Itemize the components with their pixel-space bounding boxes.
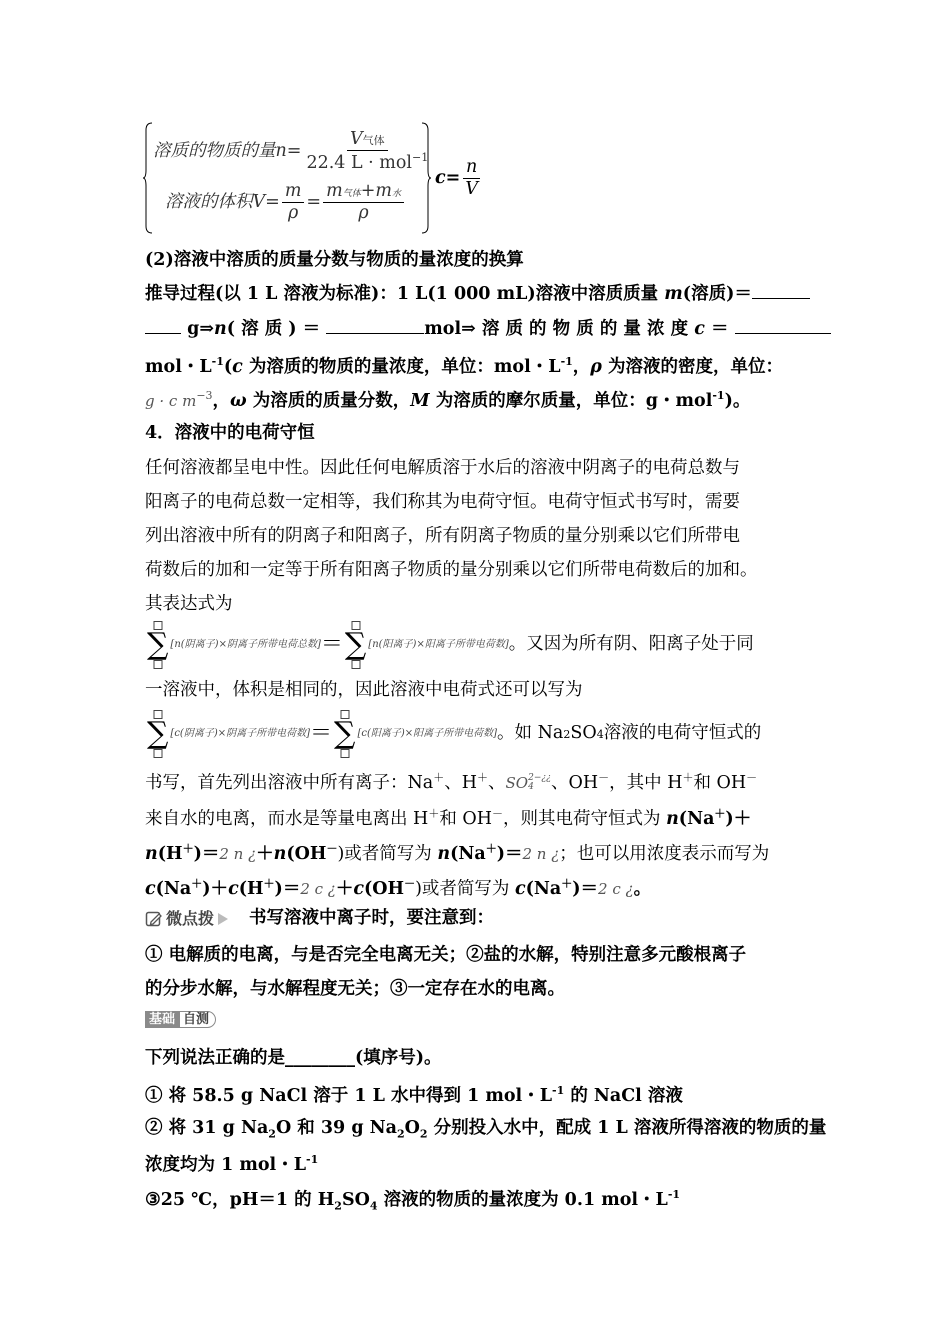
tag-self-test: 自测	[179, 1011, 216, 1028]
option-2-continued: 浓度均为 1 mol・$L^{-1}$	[145, 1153, 319, 1175]
tip-line: ① 电解质的电离，与是否完全电离无关；②盐的水解，特别注意多元酸根离子	[145, 945, 747, 965]
option-2: ② 将 31 g $Na_2O$ 和 39 g $Na_2O_2$ 分别投入水中，配成 1 L 溶液所得溶液的物质的量	[145, 1118, 827, 1141]
total-mass-fraction: $\frac{\text{m气体+m水}}{\rho}$	[323, 182, 404, 224]
sum-icon: ∑	[147, 630, 168, 660]
paragraph-line: 任何溶液都呈电中性。因此任何电解质溶于水后的溶液中阴离子的电荷总数与	[145, 458, 740, 478]
charge-balance-c-line: c(Na＋)＋c(H＋)＝2 c ¿＋c(OH－)或者简写为 c(Na＋)＝2 c ¿。	[145, 877, 652, 899]
answer-blank[interactable]	[752, 297, 810, 299]
answer-blank[interactable]	[326, 332, 424, 334]
question-stem: 下列说法正确的是________(填序号)。	[145, 1048, 442, 1068]
derivation-line-2: g⇒n( 溶 质 ) ＝ mol⇒ 溶 质 的 物 质 的 量 浓 度 c ＝	[145, 321, 831, 339]
derivation-line-4: g · c $m^{-3}$，ω 为溶质的质量分数，M 为溶质的摩尔质量，单位：g・mol$^{-1}$)。	[145, 389, 751, 411]
tip-header	[145, 910, 494, 928]
paragraph-line: 阳离子的电荷总数一定相等，我们称其为电荷守恒。电荷守恒式书写时，需要	[145, 492, 740, 512]
ions-list-line: 书写，首先列出溶液中所有离子：Na＋、H＋、SO 2−¿¿ 4 、OH－，其中 H＋和 OH－	[145, 771, 758, 793]
charge-balance-n-line: n(H＋)＝2 n ¿＋n(OH－)或者简写为 n(Na＋)＝2 n ¿；也可以用浓度表示而写为	[145, 842, 770, 864]
charge-sum-expression-2: ∑ [c(阴离子)×阴离子所带电荷数] ＝ ∑ [c(阳离子)×阳离子所带电荷数] 。如 Na 2 SO 4 溶液的电荷守恒式的	[145, 715, 761, 753]
paragraph-line: 一溶液中，体积是相同的，因此溶液中电荷式还可以写为	[145, 680, 583, 700]
tag-basic: 基础	[145, 1011, 179, 1028]
answer-blank[interactable]	[735, 332, 831, 334]
pencil-note-icon	[145, 910, 163, 928]
paragraph-line: 荷数后的加和一定等于所有阳离子物质的量分别乘以它们所带电荷数后的加和。	[145, 560, 758, 580]
section4-heading: 4．溶液中的电荷守恒	[145, 423, 315, 443]
answer-blank[interactable]	[145, 332, 181, 334]
sum-icon: ∑	[345, 630, 366, 660]
solute-amount-label: 溶质的物质的量	[153, 140, 276, 161]
option-1: ① 将 58.5 g NaCl 溶于 1 L 水中得到 1 mol・$L^{-1}$ 的 NaCl 溶液	[145, 1084, 683, 1106]
triangle-right-icon	[217, 912, 229, 926]
option-3: ③25 ℃，pH＝1 的 $H_2SO_4$ 溶液的物质的量浓度为 0.1 mol・$L^{-1}$	[145, 1188, 681, 1213]
molar-fraction: $\frac{\text{V气体}}{22.4 L \cdot mol^{-1}}$	[306, 129, 429, 174]
paragraph-line: 列出溶液中所有的阴离子和阳离子，所有阴离子物质的量分别乘以它们所带电	[145, 526, 740, 546]
n-over-v-fraction: $\frac{n}{V}$	[462, 158, 481, 200]
sum-icon: ∑	[147, 719, 168, 749]
mass-density-fraction: $\frac{m}{\rho}$	[282, 182, 305, 224]
formula-block	[145, 118, 505, 236]
solution-volume-label: 溶液的体积	[165, 192, 253, 212]
section2-heading: (2)溶液中溶质的质量分数与物质的量浓度的换算	[145, 250, 524, 270]
derivation-line-1: 推导过程(以 1 L 溶液为标准)：1 L(1 000 mL)溶液中溶质质量 m(溶质)＝	[145, 286, 810, 304]
charge-sum-expression-1: ∑ [n(阴离子)×阴离子所带电荷总数] ＝ ∑ [n(阳离子)×阳离子所带电荷数] 。又因为所有阴、阳离子处于同	[145, 626, 754, 664]
self-test-tag	[145, 1011, 216, 1028]
tip-label: 微点拨	[166, 909, 215, 928]
concentration-formula: c= $\frac{n}{V}$	[435, 158, 483, 200]
solute-amount-formula: 溶质的物质的量 n= $\frac{\text{V气体}}{22.4 L \cdot mol^{-1}}$	[153, 130, 433, 173]
tip-line: 的分步水解，与水解程度无关；③一定存在水的电离。	[145, 979, 565, 999]
tip-title: 书写溶液中离子时，要注意到：	[249, 908, 495, 929]
paragraph-line: 其表达式为	[145, 594, 233, 614]
water-ionization-line: 来自水的电离，而水是等量电离出 H＋和 OH－，则其电荷守恒式为 n(Na＋)＋	[145, 807, 752, 829]
left-brace-icon	[143, 122, 153, 234]
derivation-line-3: mol・$L^{-1}(c$ 为溶质的物质的量浓度，单位：mol・$L^{-1}$，ρ 为溶液的密度，单位：	[145, 355, 784, 377]
solution-volume-formula: 溶液的体积 V= $\frac{m}{\rho}$ = $\frac{\text{m气体+m水}}{\rho}$	[165, 182, 406, 224]
sum-icon: ∑	[334, 719, 355, 749]
